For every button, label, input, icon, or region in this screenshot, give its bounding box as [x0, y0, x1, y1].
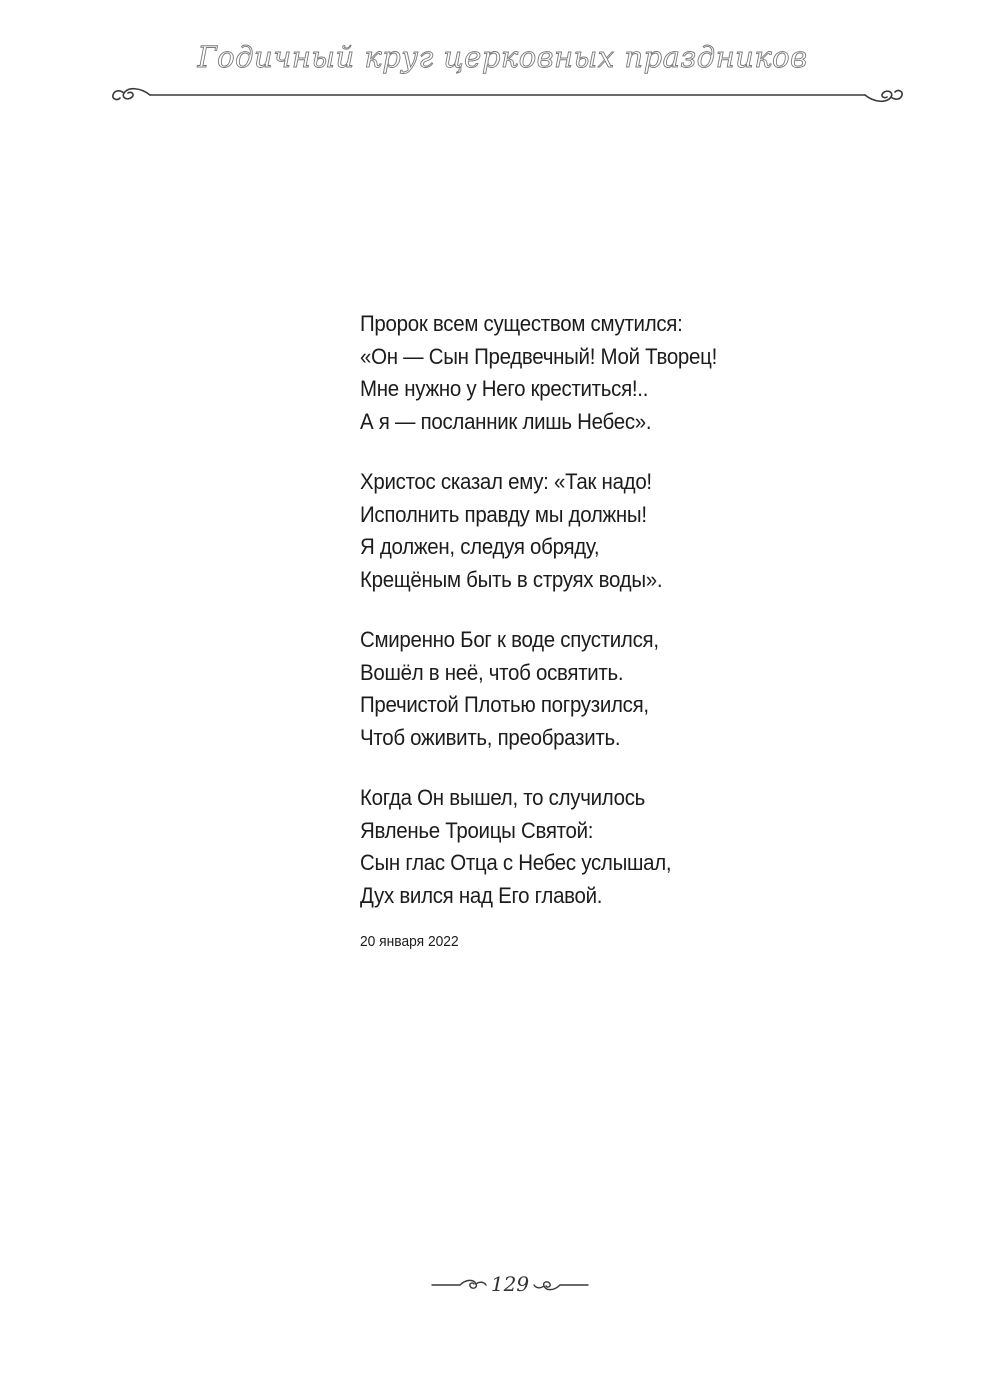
page-folio: [430, 1270, 590, 1302]
stanza: [360, 782, 880, 912]
poem-line: Дух вился над Его главой.: [360, 882, 603, 908]
poem-line: А я — посланник лишь Небес».: [360, 408, 652, 434]
poem-line: Мне нужно у Него креститься!..: [360, 376, 649, 401]
stanza: [360, 466, 880, 596]
poem-line: Сын глас Отца с Небес услышал,: [360, 850, 672, 875]
poem-line: Крещёным быть в струях воды».: [360, 566, 663, 592]
page-number: 129: [490, 1272, 530, 1296]
poem-line: Пречистой Плотью погрузился,: [360, 692, 649, 717]
poem-line: Пророк всем существом смутился:: [360, 311, 683, 336]
poem-line: Чтоб оживить, преобразить.: [360, 724, 621, 750]
poem-line: Смиренно Бог к воде спустился,: [360, 627, 659, 652]
stanza: [360, 308, 880, 438]
poem: [360, 308, 880, 940]
poem-line: Вошёл в неё, чтоб освятить.: [360, 659, 624, 685]
poem-date: 20 января 2022: [360, 933, 459, 950]
poem-line: Когда Он вышел, то случилось: [360, 785, 646, 810]
poem-line: Я должен, следуя обряду,: [360, 534, 600, 559]
poem-line: «Он — Сын Предвечный! Мой Творец!: [360, 343, 717, 369]
running-title: Годичный круг церковных праздников: [197, 40, 808, 74]
poem-line: Явленье Троицы Святой:: [360, 817, 594, 843]
header-flourish-icon: [110, 82, 905, 108]
poem-line: Христос сказал ему: «Так надо!: [360, 469, 652, 494]
poem-line: Исполнить правду мы должны!: [360, 501, 647, 527]
stanza: [360, 624, 880, 754]
